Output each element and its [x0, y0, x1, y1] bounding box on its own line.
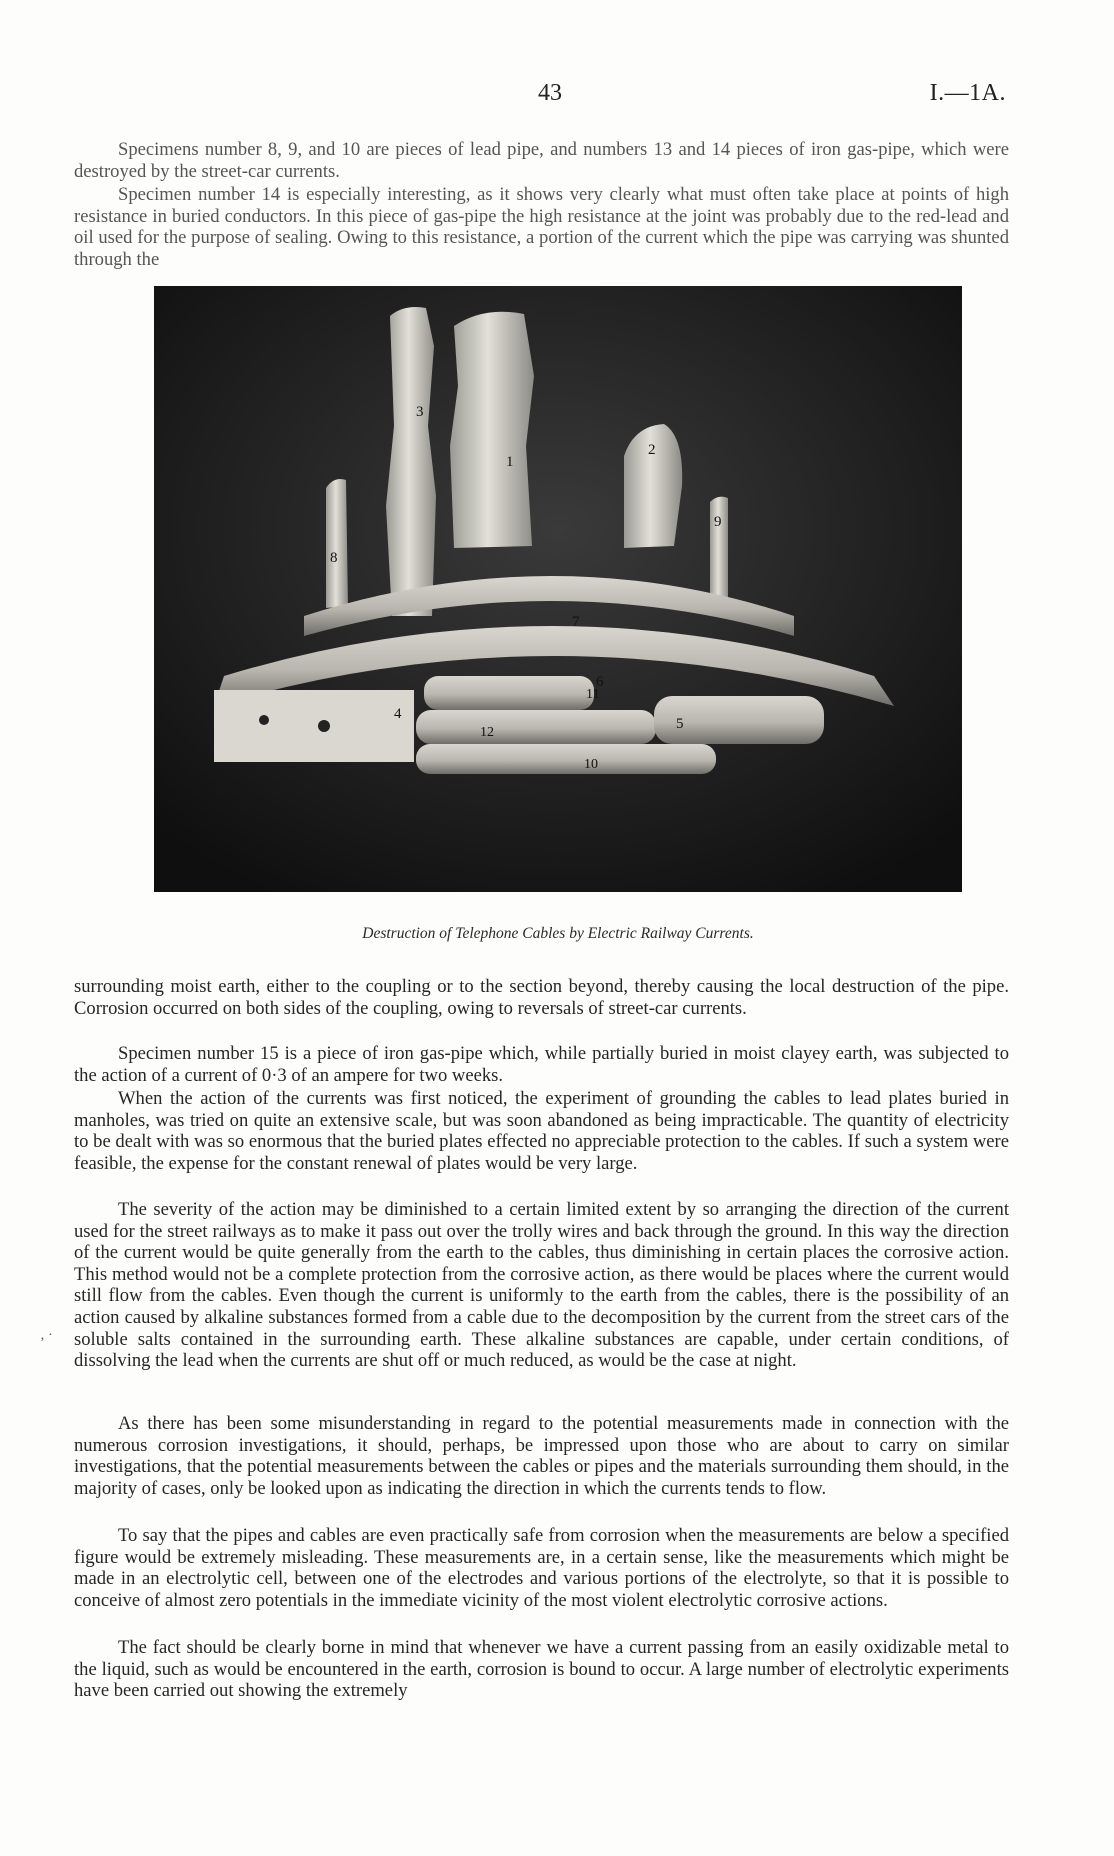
specimen-piece-8 — [326, 479, 348, 608]
label-3: 3 — [416, 404, 424, 420]
specimen-piece-1 — [450, 312, 534, 548]
paragraph-misleading: To say that the pipes and cables are even practically safe from corrosion when the measurements are below a specified figure would be extremely misleading. These measurements are, in a certain sense, like the measurements which might be made in an electrolytic cell, between one of the electrodes and various portions of the electrolyte, so that it is possible to conceive of almost zero potentials in the immediate vicinity of the most violent electrolytic corrosive actions. — [74, 1525, 1009, 1611]
specimen-photo-drawing — [154, 286, 962, 892]
label-11: 11 — [586, 687, 600, 702]
page-number: 43 — [538, 80, 562, 106]
label-5: 5 — [676, 716, 684, 732]
label-8: 8 — [330, 550, 338, 566]
specimen-pipe-12 — [416, 710, 656, 744]
label-10: 10 — [584, 757, 598, 772]
label-1: 1 — [506, 454, 514, 470]
paragraph-oxidizable: The fact should be clearly borne in mind that whenever we have a current passing from an easily oxidizable metal to the liquid, such as would be encountered in the earth, corrosion is bound to occur. A large number of electrolytic experiments have been carried out showing the extremely — [74, 1637, 1009, 1702]
specimen-pipe-10 — [416, 744, 716, 774]
corrosion-hole — [259, 715, 269, 725]
specimen-photograph — [154, 286, 962, 892]
figure-caption: Destruction of Telephone Cables by Electric Railway Currents. — [362, 925, 754, 942]
label-2: 2 — [648, 442, 656, 458]
label-9: 9 — [714, 514, 722, 530]
specimen-piece-4 — [214, 690, 414, 762]
specimen-pipe-11 — [424, 676, 594, 710]
label-12: 12 — [480, 725, 494, 740]
paragraph-severity: The severity of the action may be diminished to a certain limited extent by so arranging the direction of the current used for the street railways as to make it pass out over the trolly wires and back through the ground. In this way the direction of the current would be quite generally from the earth to the cables, thus diminishing in certain places the corrosive action. This method would not be a complete protection from the corrosive action, as there would be places where the current would still flow from the cables. Even though the current is uniformly to the earth from the cables, there is the possibility of an action caused by alkaline substances formed from a cable due to the decomposition by the current from the street cars of the soluble salts contained in the surrounding earth. These alkaline substances are capable, under certain conditions, of dissolving the lead when the currents are shut off or much reduced, as would be the case at night. — [74, 1199, 1009, 1372]
paragraph-continued: surrounding moist earth, either to the coupling or to the section beyond, thereby causing the local destruction of the pipe. Corrosion occurred on both sides of the coupling, owing to reversals of street-car currents. — [74, 976, 1009, 1019]
paragraph-specimens-intro: Specimens number 8, 9, and 10 are pieces of lead pipe, and numbers 13 and 14 pieces of iron gas-pipe, which were destroyed by the street-car currents. — [74, 139, 1009, 182]
label-4: 4 — [394, 706, 402, 722]
label-7: 7 — [572, 614, 580, 630]
label-6: 6 — [596, 674, 604, 690]
paragraph-potential-measurements: As there has been some misunderstanding in regard to the potential measurements made in connection with the numerous corrosion investigations, it should, perhaps, be impressed upon those who are about to carry on similar investigations, that the potential measurements between the cables or pipes and the materials surrounding them should, in the majority of cases, only be looked upon as indicating the direction in which the currents tends to flow. — [74, 1413, 1009, 1499]
specimen-piece-3 — [386, 307, 436, 616]
paper-reference: I.—1A. — [929, 80, 1006, 106]
paragraph-grounding: When the action of the currents was first noticed, the experiment of grounding the cables to lead plates buried in manholes, was tried on quite an extensive scale, but was soon abandoned as being impracticable. The quantity of electricity to be dealt with was so enormous that the buried plates effected no appreciable protection to the cables. If such a system were feasible, the expense for the constant renewal of plates would be very large. — [74, 1088, 1009, 1174]
margin-mark: ‚ · — [40, 1328, 53, 1343]
paragraph-specimen-14: Specimen number 14 is especially interesting, as it shows very clearly what must often take place at points of high resistance in buried conductors. In this piece of gas-pipe the high resistance at the joint was probably due to the red-lead and oil used for the purpose of sealing. Owing to this resistance, a portion of the current which the pipe was carrying was shunted through the — [74, 184, 1009, 270]
paragraph-specimen-15: Specimen number 15 is a piece of iron gas-pipe which, while partially buried in moist clayey earth, was subjected to the action of a current of 0·3 of an ampere for two weeks. — [74, 1043, 1009, 1086]
corrosion-hole — [318, 720, 330, 732]
